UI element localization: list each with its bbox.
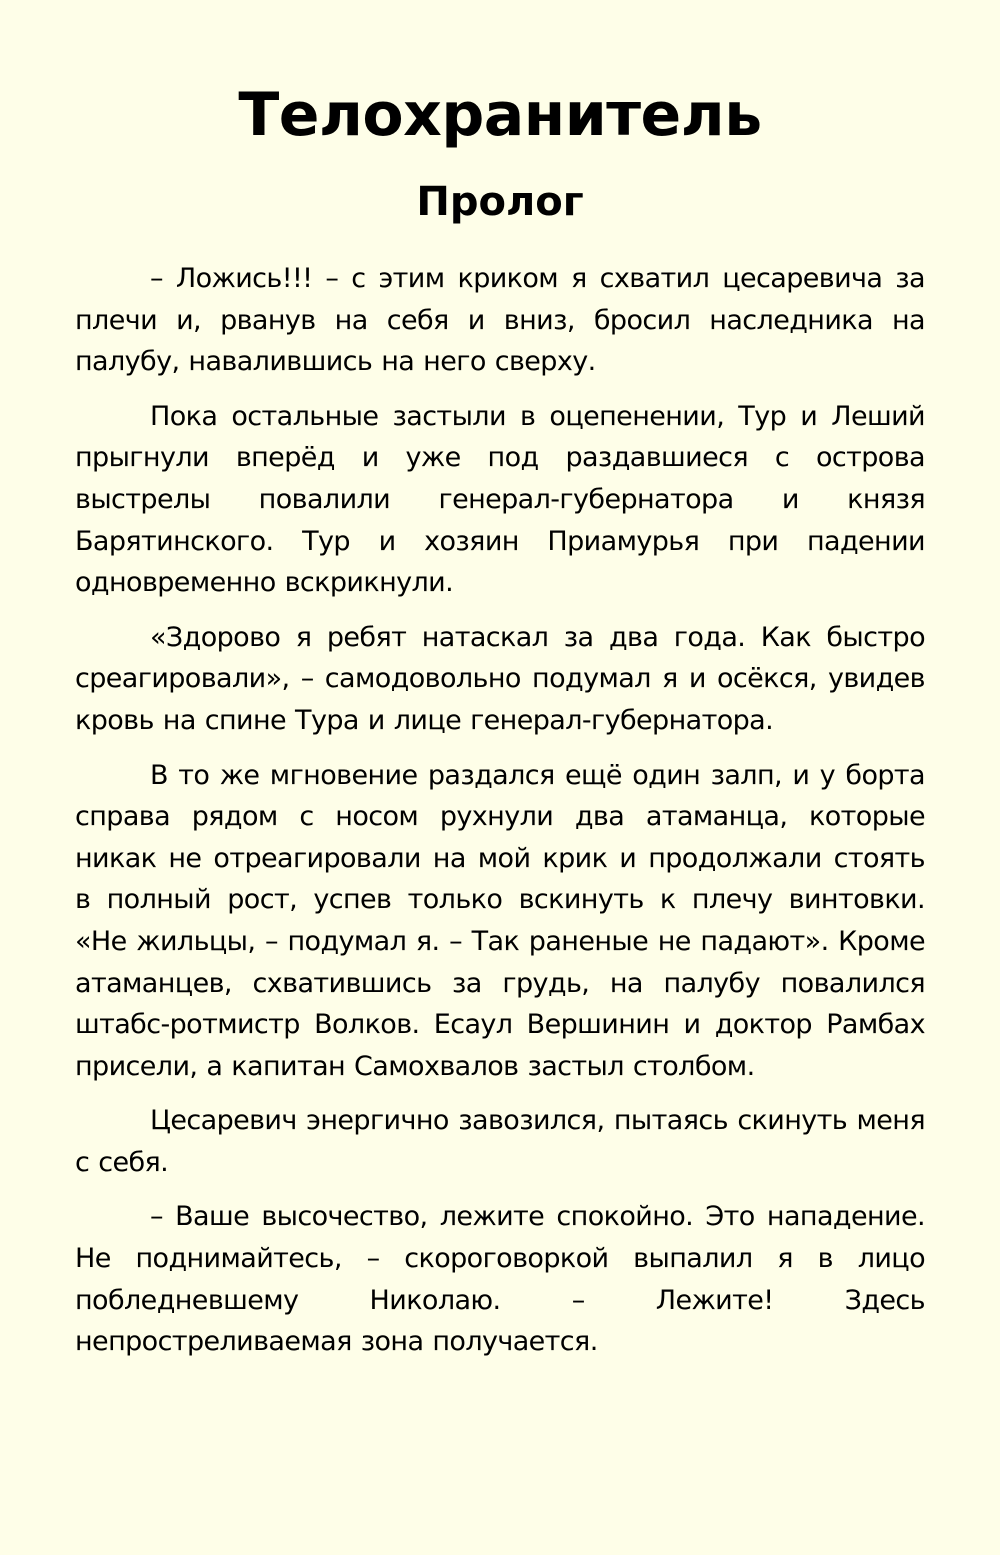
paragraph: В то же мгновение раздался ещё один залп, и у борта справа рядом с носом рухнули два атаманца, которые никак не отреагировали на мой крик и продолжали стоять в полный рост, успев только вскинуть к плечу винтовки. «Не жильцы, – подумал я. – Так раненые не падают». Кроме атаманцев, схватившись за грудь, на палубу повалился штабс-ротмистр Волков. Есаул Вершинин и доктор Рамбах присели, а капитан Самохвалов застыл столбом. [75, 759, 925, 1082]
chapter-title: Пролог [416, 179, 584, 225]
paragraph: Цесаревич энергично завозился, пытаясь скинуть меня с себя. [75, 1105, 925, 1178]
book-title: Телохранитель [238, 80, 762, 150]
paragraph: – Ваше высочество, лежите спокойно. Это нападение. Не поднимайтесь, – скороговоркой выпалил я в лицо побледневшему Николаю. – Лежите! Здесь непростреливаемая зона получается. [75, 1201, 925, 1358]
paragraph: – Ложись!!! – с этим криком я схватил цесаревича за плечи и, рванув на себя и вниз, бросил наследника на палубу, навалившись на него сверху. [75, 263, 925, 378]
chapter-text [75, 258, 925, 1363]
paragraph: Пока остальные застыли в оцепенении, Тур и Леший прыгнули вперёд и уже под раздавшиеся с острова выстрелы повалили генерал-губернатора и князя Барятинского. Тур и хозяин Приамурья при падении одновременно вскрикнули. [75, 400, 925, 599]
paragraph: «Здорово я ребят натаскал за два года. Как быстро среагировали», – самодовольно подумал я и осёкся, увидев кровь на спине Тура и лице генерал-губернатора. [75, 621, 925, 736]
book-page [75, 78, 925, 1376]
